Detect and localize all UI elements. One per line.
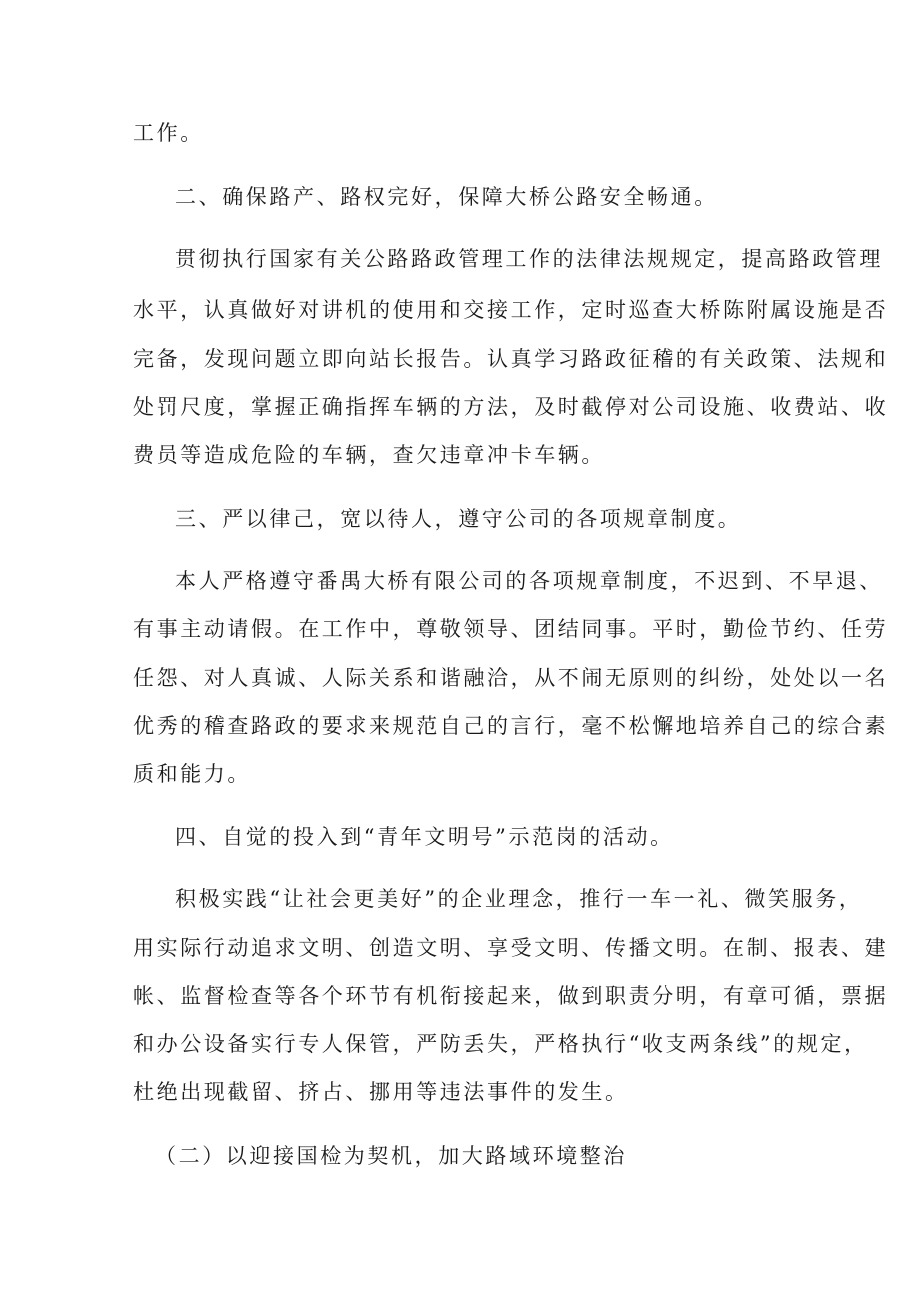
section-heading-3: 三、严以律己，宽以待人，遵守公司的各项规章制度。 xyxy=(175,507,742,531)
paragraph-line: 有事主动请假。在工作中，尊敬领导、团结同事。平时，勤俭节约、任劳 xyxy=(133,617,889,641)
paragraph-line: 完备，发现问题立即向站长报告。认真学习路政征稽的有关政策、法规和 xyxy=(133,347,889,371)
subsection-heading: （二）以迎接国检为契机，加大路域环境整治 xyxy=(155,1144,627,1168)
paragraph-line: 质和能力。 xyxy=(133,762,251,786)
paragraph-line: 水平，认真做好对讲机的使用和交接工作，定时巡查大桥陈附属设施是否 xyxy=(133,298,889,322)
paragraph-line: 处罚尺度，掌握正确指挥车辆的方法，及时截停对公司设施、收费站、收 xyxy=(133,395,889,419)
paragraph-line: 和办公设备实行专人保管，严防丢失，严格执行“收支两条线”的规定， xyxy=(133,1032,868,1056)
paragraph-line: 费员等造成危险的车辆，查欠违章冲卡车辆。 xyxy=(133,443,605,467)
paragraph-line: 杜绝出现截留、挤占、挪用等违法事件的发生。 xyxy=(133,1080,629,1104)
paragraph-line: 任怨、对人真诚、人际关系和谐融洽，从不闹无原则的纠纷，处处以一名 xyxy=(133,666,889,690)
paragraph-line: 用实际行动追求文明、创造文明、享受文明、传播文明。在制、报表、建 xyxy=(133,936,889,960)
paragraph-line: 帐、监督检查等各个环节有机衔接起来，做到职责分明，有章可循，票据 xyxy=(133,984,889,1008)
paragraph-line: 积极实践“让社会更美好”的企业理念，推行一车一礼、微笑服务， xyxy=(175,887,863,911)
paragraph-line: 贯彻执行国家有关公路路政管理工作的法律法规规定，提高路政管理 xyxy=(175,247,883,271)
section-heading-2: 二、确保路产、路权完好，保障大桥公路安全畅通。 xyxy=(175,185,718,209)
paragraph-line: 优秀的稽查路政的要求来规范自己的言行，毫不松懈地培养自己的综合素 xyxy=(133,714,889,738)
section-heading-4: 四、自觉的投入到“青年文明号”示范岗的活动。 xyxy=(175,825,674,849)
paragraph-continuation: 工作。 xyxy=(133,121,204,145)
paragraph-line: 本人严格遵守番禺大桥有限公司的各项规章制度，不迟到、不早退、 xyxy=(175,569,883,593)
